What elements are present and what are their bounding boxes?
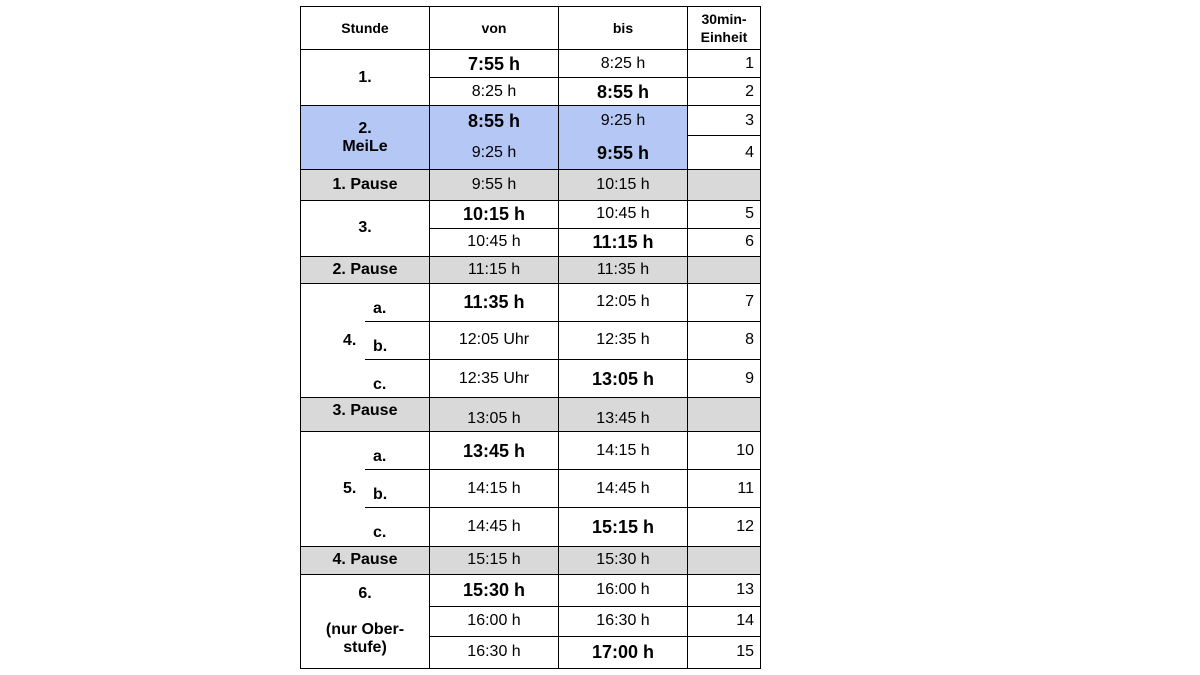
time-cell: 10:45 h <box>559 200 688 228</box>
time-cell: 8:25 h <box>559 50 688 78</box>
time-cell: 14:45 h <box>559 470 688 508</box>
sub-a: a. <box>373 448 387 466</box>
sub-b: b. <box>373 486 388 504</box>
lesson-3-label: 3. <box>301 200 430 256</box>
schedule-table <box>300 6 761 669</box>
time-cell: 12:05 Uhr <box>430 321 559 359</box>
lesson-6-label: 6. (nur Ober- stufe) <box>301 574 430 668</box>
time-cell: 15:30 h <box>430 574 559 606</box>
table-row <box>301 50 761 78</box>
unit-number: 9 <box>688 359 761 397</box>
unit-number: 15 <box>688 636 761 668</box>
unit-number: 2 <box>688 78 761 106</box>
unit-number: 5 <box>688 200 761 228</box>
unit-number: 7 <box>688 283 761 321</box>
time-cell: 9:55 h <box>430 170 559 200</box>
time-cell: 15:15 h <box>430 546 559 574</box>
sub-c: c. <box>373 375 387 393</box>
time-cell: 12:35 Uhr <box>430 359 559 397</box>
unit-number: 12 <box>688 508 761 546</box>
unit-number: 3 <box>688 106 761 136</box>
unit-number: 13 <box>688 574 761 606</box>
time-cell: 16:00 h <box>559 574 688 606</box>
time-cell: 12:05 h <box>559 283 688 321</box>
lesson-4-label: 4. a. b. c. <box>301 283 430 397</box>
pause-label: 2. Pause <box>301 256 430 283</box>
pause-label: 3. Pause <box>301 398 430 432</box>
time-cell: 12:35 h <box>559 321 688 359</box>
time-cell: 8:55 h <box>559 78 688 106</box>
header-stunde: Stunde <box>301 7 430 50</box>
time-cell: 16:00 h <box>430 606 559 636</box>
table-row <box>301 283 761 321</box>
time-cell: 14:45 h <box>430 508 559 546</box>
unit-number: 11 <box>688 470 761 508</box>
header-von: von <box>430 7 559 50</box>
time-cell: 11:15 h <box>559 228 688 256</box>
time-cell: 10:45 h <box>430 228 559 256</box>
time-cell: 10:15 h <box>430 200 559 228</box>
table-row <box>301 200 761 228</box>
table-row <box>301 106 761 136</box>
time-cell: 11:35 h <box>430 283 559 321</box>
time-cell: 9:25 h <box>430 136 559 170</box>
unit-number: 14 <box>688 606 761 636</box>
unit-number: 8 <box>688 321 761 359</box>
pause-label: 1. Pause <box>301 170 430 200</box>
time-cell: 9:25 h <box>559 106 688 136</box>
time-cell: 15:15 h <box>559 508 688 546</box>
pause-row <box>301 256 761 283</box>
pause-row <box>301 546 761 574</box>
lesson-5-label: 5. a. b. c. <box>301 432 430 546</box>
unit-number: 4 <box>688 136 761 170</box>
table-row <box>301 574 761 606</box>
time-cell: 14:15 h <box>559 432 688 470</box>
lesson-2-label: 2. MeiLe <box>301 106 430 170</box>
time-cell: 8:25 h <box>430 78 559 106</box>
header-bis: bis <box>559 7 688 50</box>
pause-row <box>301 398 761 432</box>
lesson-1-label: 1. <box>301 50 430 106</box>
time-cell: 14:15 h <box>430 470 559 508</box>
time-cell: 13:45 h <box>559 398 688 432</box>
pause-label: 4. Pause <box>301 546 430 574</box>
sub-c: c. <box>373 524 387 542</box>
time-cell: 10:15 h <box>559 170 688 200</box>
unit-number: 10 <box>688 432 761 470</box>
time-cell: 7:55 h <box>430 50 559 78</box>
time-cell: 17:00 h <box>559 636 688 668</box>
sub-a: a. <box>373 299 387 317</box>
unit-number: 6 <box>688 228 761 256</box>
pause-row <box>301 170 761 200</box>
unit-number: 1 <box>688 50 761 78</box>
table-row <box>301 432 761 470</box>
header-einheit: 30min- Einheit <box>688 7 761 50</box>
time-cell: 15:30 h <box>559 546 688 574</box>
time-cell: 8:55 h <box>430 106 559 136</box>
header-row <box>301 7 761 50</box>
time-cell: 13:05 h <box>430 398 559 432</box>
time-cell: 16:30 h <box>430 636 559 668</box>
time-cell: 11:35 h <box>559 256 688 283</box>
time-cell: 9:55 h <box>559 136 688 170</box>
time-cell: 11:15 h <box>430 256 559 283</box>
time-cell: 16:30 h <box>559 606 688 636</box>
sub-b: b. <box>373 337 388 355</box>
time-cell: 13:05 h <box>559 359 688 397</box>
time-cell: 13:45 h <box>430 432 559 470</box>
